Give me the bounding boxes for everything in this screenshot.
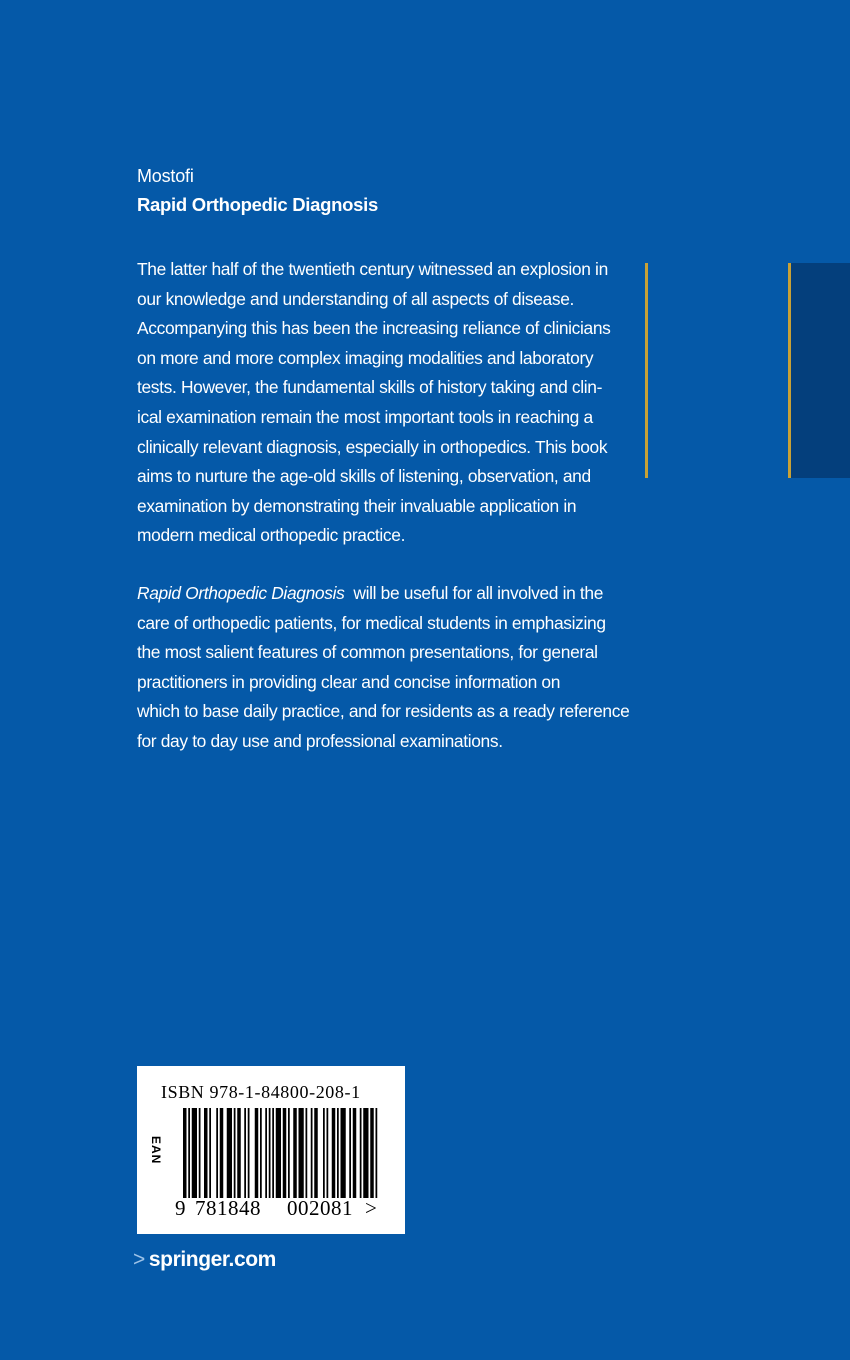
barcode-bar	[204, 1108, 208, 1198]
barcode-digits-right: 002081	[287, 1196, 353, 1220]
barcode-bar	[299, 1108, 304, 1198]
barcode-bars	[183, 1108, 379, 1198]
blurb-line: aims to nurture the age-old skills of listening, observation, and	[137, 466, 591, 487]
barcode-bar	[323, 1108, 325, 1198]
barcode-bar	[227, 1108, 232, 1198]
barcode-bar	[327, 1108, 329, 1198]
blurb-line: practitioners in providing clear and concise information on	[137, 671, 561, 692]
isbn-number: ISBN 978-1-84800-208-1	[161, 1082, 361, 1102]
barcode-bar	[192, 1108, 197, 1198]
barcode-bar	[332, 1108, 336, 1198]
barcode-box	[137, 1066, 405, 1234]
barcode-bar	[341, 1108, 346, 1198]
barcode-bar	[349, 1108, 351, 1198]
barcode-bar	[283, 1108, 287, 1198]
barcode-bar	[311, 1108, 313, 1198]
barcode-bar	[244, 1108, 246, 1198]
blurb-paragraph-2	[137, 579, 637, 757]
gold-accent-line	[645, 263, 648, 478]
barcode-bar	[314, 1108, 318, 1198]
barcode-quiet-zone-arrow: >	[365, 1196, 378, 1220]
ean-label: EAN	[149, 1136, 163, 1165]
blurb-line: on more and more complex imaging modalities and laboratory	[137, 347, 594, 368]
spine-band	[788, 263, 850, 478]
book-title-italic: Rapid Orthopedic Diagnosis	[137, 583, 345, 603]
barcode-bar	[188, 1108, 190, 1198]
blurb-line: for day to day use and professional examinations.	[137, 730, 503, 751]
spine-band-edge	[788, 263, 791, 478]
blurb-line: clinically relevant diagnosis, especially in orthopedics. This book	[137, 436, 608, 457]
barcode-bar	[353, 1108, 357, 1198]
barcode-bar	[276, 1108, 281, 1198]
barcode-bar	[337, 1108, 339, 1198]
publisher-website-link[interactable]	[133, 1248, 276, 1272]
barcode-bar	[209, 1108, 211, 1198]
publisher-website-text: springer.com	[148, 1248, 276, 1271]
barcode-bar	[272, 1108, 274, 1198]
blurb-line: examination by demonstrating their invaluable application in	[137, 495, 577, 516]
barcode-bar	[306, 1108, 308, 1198]
barcode-bar	[183, 1108, 187, 1198]
blurb-line: the most salient features of common presentations, for general	[137, 642, 598, 663]
blurb-line-rest: will be useful for all involved in the	[344, 583, 604, 603]
barcode-bar	[237, 1108, 241, 1198]
blurb-line	[137, 579, 637, 609]
blurb-line: modern medical orthopedic practice.	[137, 525, 406, 546]
barcode-bar	[288, 1108, 290, 1198]
barcode-digit-first: 9	[175, 1196, 186, 1220]
barcode-bar	[234, 1108, 236, 1198]
barcode-digits-left: 781848	[195, 1196, 261, 1220]
barcode-bar	[220, 1108, 224, 1198]
barcode-bar	[265, 1108, 267, 1198]
blurb-line: Accompanying this has been the increasing reliance of clinicians	[137, 318, 611, 339]
blurb-line: tests. However, the fundamental skills of history taking and clin-	[137, 377, 603, 398]
book-title: Rapid Orthopedic Diagnosis	[137, 194, 378, 215]
barcode-bar	[260, 1108, 262, 1198]
blurb-line: The latter half of the twentieth century witnessed an explosion in	[137, 259, 608, 279]
barcode-bar	[269, 1108, 271, 1198]
chevron-right-icon: >	[133, 1248, 145, 1271]
blurb-line: care of orthopedic patients, for medical students in emphasizing	[137, 612, 606, 633]
blurb-line: our knowledge and understanding of all aspects of disease.	[137, 288, 574, 309]
barcode-bar	[248, 1108, 250, 1198]
barcode-bar	[370, 1108, 374, 1198]
barcode-bar	[199, 1108, 201, 1198]
blurb-paragraph-1	[137, 255, 637, 551]
barcode-bar	[363, 1108, 368, 1198]
author-name: Mostofi	[137, 166, 194, 186]
barcode-bar	[255, 1108, 259, 1198]
barcode-bar	[293, 1108, 297, 1198]
barcode-bar	[360, 1108, 362, 1198]
barcode-bar	[216, 1108, 218, 1198]
blurb-line: ical examination remain the most important tools in reaching a	[137, 406, 593, 427]
barcode-bar	[376, 1108, 378, 1198]
blurb-line: which to base daily practice, and for residents as a ready reference	[137, 701, 630, 722]
